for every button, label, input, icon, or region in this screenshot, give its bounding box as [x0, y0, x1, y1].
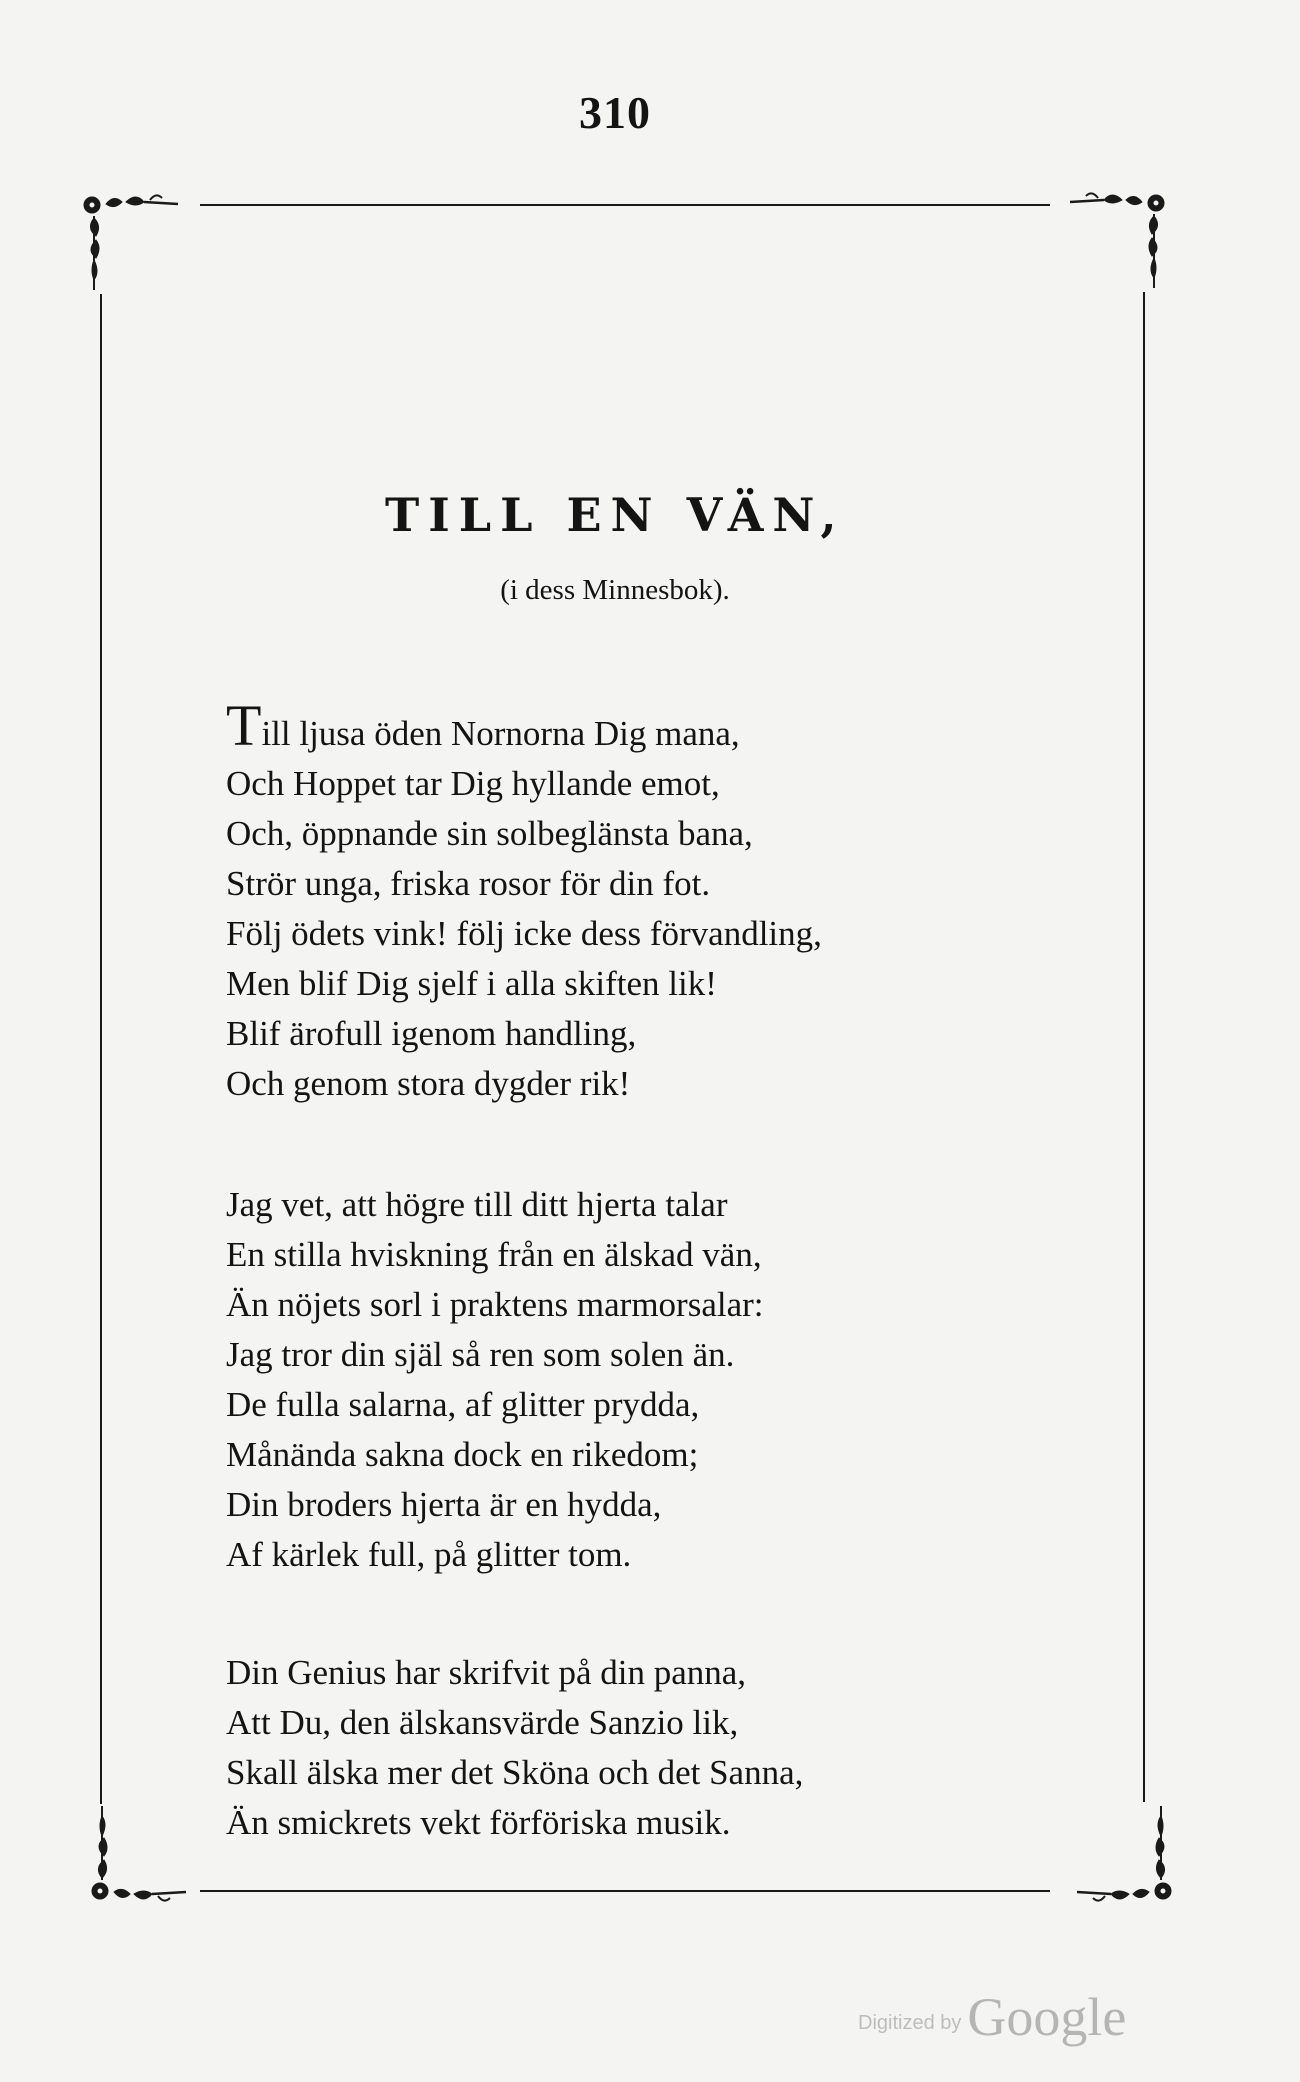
- poem-line: Och, öppnande sin solbeglänsta bana,: [226, 814, 753, 853]
- poem-line: Månända sakna dock en rikedom;: [226, 1435, 699, 1474]
- frame-right-rule: [1143, 292, 1145, 1802]
- stanza-3: [226, 1648, 803, 1848]
- page-number: 310: [579, 87, 651, 138]
- poem-line: Strör unga, friska rosor för din fot.: [226, 864, 711, 903]
- drop-cap: T: [226, 693, 262, 758]
- digitized-by-google-watermark: [858, 1986, 1126, 2048]
- corner-ornament-top-left-icon: [78, 180, 198, 300]
- poem-line: Men blif Dig sjelf i alla skiften lik!: [226, 964, 717, 1003]
- google-logo: Google: [967, 1987, 1127, 2047]
- corner-ornament-top-right-icon: [1050, 178, 1170, 298]
- poem-line: Än nöjets sorl i praktens marmorsalar:: [226, 1285, 764, 1324]
- poem-line: Än smickrets vekt förföriska musik.: [226, 1803, 731, 1842]
- poem-line: Följ ödets vink! följ icke dess förvandling,: [226, 914, 822, 953]
- digitized-by-label: Digitized by: [858, 2012, 962, 2034]
- poem-subtitle: (i dess Minnesbok).: [500, 574, 730, 606]
- corner-ornament-bottom-right-icon: [1057, 1796, 1177, 1916]
- poem-line: Och genom stora dygder rik!: [226, 1064, 631, 1103]
- poem-line: En stilla hviskning från en älskad vän,: [226, 1235, 762, 1274]
- poem-title: TILL EN VÄN,: [385, 488, 846, 542]
- corner-ornament-bottom-left-icon: [86, 1796, 206, 1916]
- stanza-1: [226, 693, 822, 1109]
- poem-line: Din Genius har skrifvit på din panna,: [226, 1653, 747, 1692]
- poem-line: Och Hoppet tar Dig hyllande emot,: [226, 764, 720, 803]
- poem-line: [226, 693, 822, 759]
- poem-line: Din broders hjerta är en hydda,: [226, 1485, 662, 1524]
- poem-line-text: ill ljusa öden Nornorna Dig mana,: [261, 714, 740, 753]
- poem-line: Af kärlek full, på glitter tom.: [226, 1535, 632, 1574]
- stanza-2: [226, 1180, 764, 1580]
- poem-line: De fulla salarna, af glitter prydda,: [226, 1385, 700, 1424]
- poem-line: Skall älska mer det Sköna och det Sanna,: [226, 1753, 804, 1792]
- poem-line: Att Du, den älskansvärde Sanzio lik,: [226, 1703, 739, 1742]
- poem-line: Jag vet, att högre till ditt hjerta talar: [226, 1185, 728, 1224]
- frame-top-rule: [200, 204, 1050, 206]
- poem-line: Jag tror din själ så ren som solen än.: [226, 1335, 735, 1374]
- poem-line: Blif ärofull igenom handling,: [226, 1014, 637, 1053]
- frame-left-rule: [100, 294, 102, 1804]
- frame-bottom-rule: [200, 1890, 1050, 1892]
